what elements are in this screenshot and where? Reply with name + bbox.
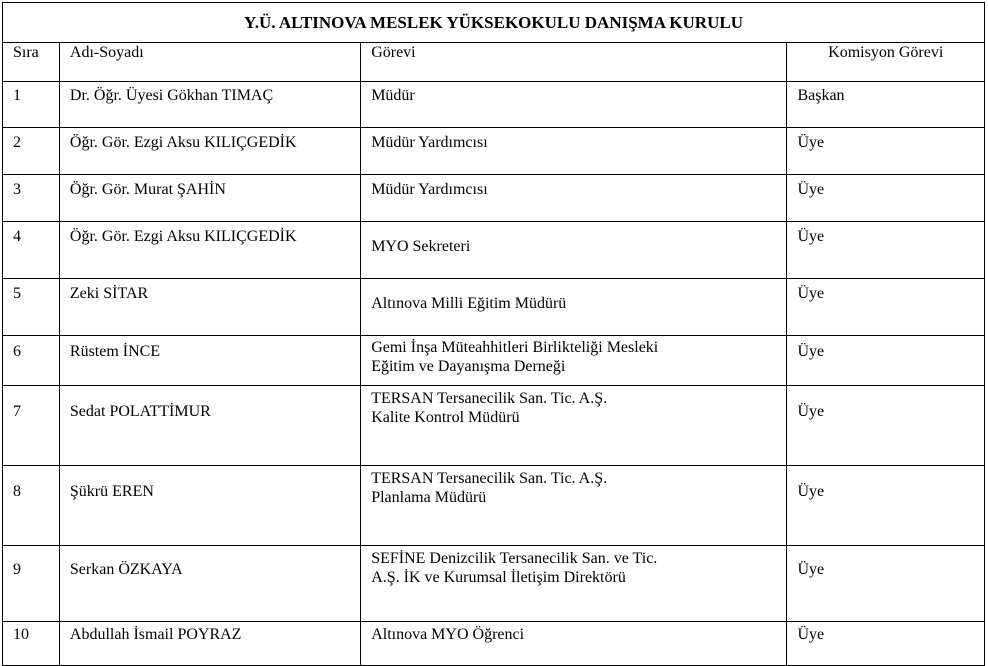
row-no: 10 [3,622,60,666]
row-commission-role: Üye [787,466,985,546]
table-row [3,222,985,279]
row-commission-role: Üye [787,336,985,386]
position-line: MYO Sekreteri [371,238,471,255]
position-line: A.Ş. İK ve Kurumsal İletişim Direktörü [371,569,626,586]
row-name: Serkan ÖZKAYA [59,546,360,622]
position-line: Kalite Kontrol Müdürü [371,409,520,426]
row-commission-role: Üye [787,546,985,622]
table-row [3,466,985,546]
row-name: Rüstem İNCE [59,336,360,386]
row-no: 8 [3,466,60,546]
header-row [3,43,985,82]
row-position [361,279,787,336]
header-name: Adı-Soyadı [59,43,360,82]
advisory-board-table [2,2,985,666]
position-line: TERSAN Tersanecilik San. Tic. A.Ş. [371,390,608,407]
row-no: 6 [3,336,60,386]
position-line: Planlama Müdürü [371,489,487,506]
row-name: Öğr. Gör. Ezgi Aksu KILIÇGEDİK [59,128,360,175]
row-commission-role: Üye [787,622,985,666]
header-position: Görevi [361,43,787,82]
table-title: Y.Ü. ALTINOVA MESLEK YÜKSEKOKULU DANIŞMA KURULU [3,3,985,43]
row-position [361,175,787,222]
position-line: Müdür Yardımcısı [371,181,488,198]
row-commission-role: Üye [787,175,985,222]
row-position [361,82,787,128]
position-line: TERSAN Tersanecilik San. Tic. A.Ş. [371,470,608,487]
row-position [361,466,787,546]
table-row [3,279,985,336]
position-line: Müdür Yardımcısı [371,134,488,151]
row-name: Şükrü EREN [59,466,360,546]
row-no: 2 [3,128,60,175]
row-no: 4 [3,222,60,279]
row-name: Dr. Öğr. Üyesi Gökhan TIMAÇ [59,82,360,128]
row-commission-role: Başkan [787,82,985,128]
row-position [361,222,787,279]
table-row [3,175,985,222]
row-commission-role: Üye [787,222,985,279]
row-position [361,336,787,386]
row-position [361,128,787,175]
row-no: 7 [3,386,60,466]
table-row [3,622,985,666]
row-name: Abdullah İsmail POYRAZ [59,622,360,666]
table-body [3,82,985,666]
row-name: Öğr. Gör. Ezgi Aksu KILIÇGEDİK [59,222,360,279]
table-row [3,386,985,466]
row-no: 5 [3,279,60,336]
row-name: Öğr. Gör. Murat ŞAHİN [59,175,360,222]
table-row [3,128,985,175]
position-line: Altınova MYO Öğrenci [371,626,525,643]
table-row [3,336,985,386]
title-row [3,3,985,43]
row-name: Zeki SİTAR [59,279,360,336]
position-line: Müdür [371,87,415,104]
position-line: SEFİNE Denizcilik Tersanecilik San. ve Tic. [371,550,658,567]
row-position [361,386,787,466]
header-no: Sıra [3,43,60,82]
table-row [3,82,985,128]
position-line: Gemi İnşa Müteahhitleri Birlikteliği Mesleki [371,339,659,356]
row-no: 9 [3,546,60,622]
position-line: Altınova Milli Eğitim Müdürü [371,295,567,312]
position-line: Eğitim ve Dayanışma Derneği [371,358,566,375]
row-commission-role: Üye [787,128,985,175]
row-commission-role: Üye [787,386,985,466]
row-no: 3 [3,175,60,222]
row-no: 1 [3,82,60,128]
row-commission-role: Üye [787,279,985,336]
header-commission-role: Komisyon Görevi [787,43,985,82]
row-position [361,622,787,666]
row-name: Sedat POLATTİMUR [59,386,360,466]
